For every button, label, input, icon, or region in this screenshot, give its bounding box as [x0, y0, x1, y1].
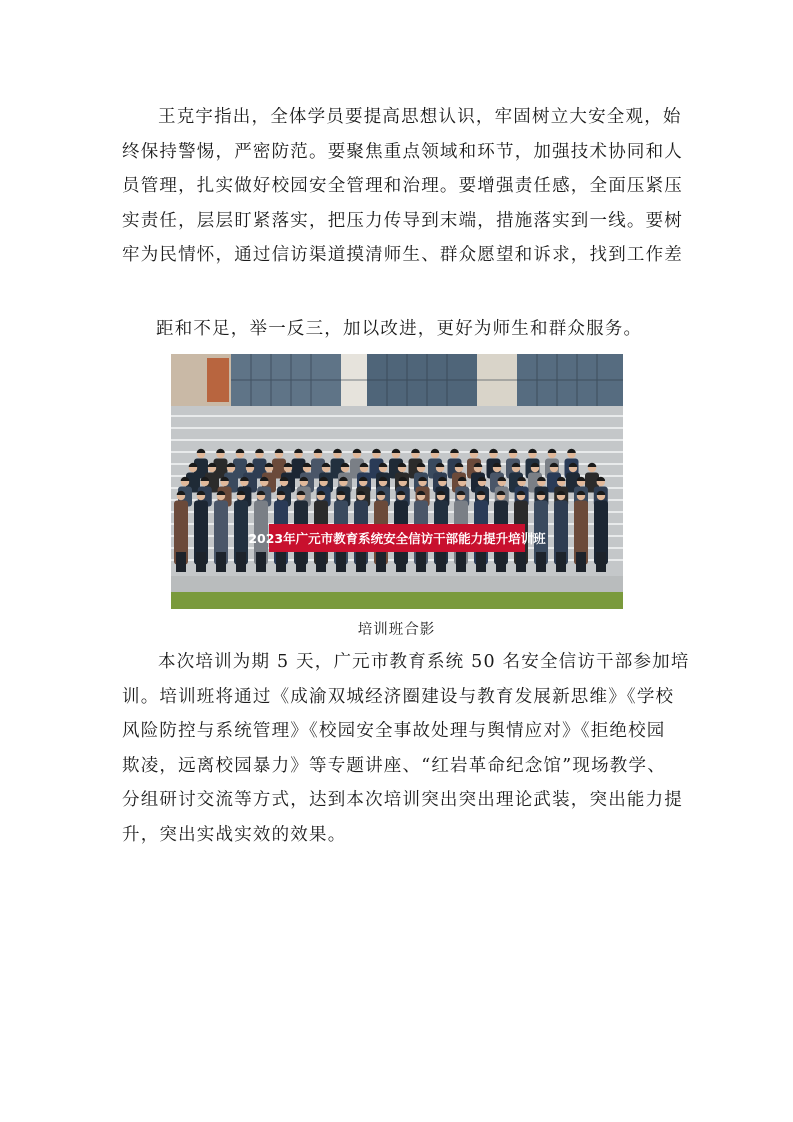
- paragraph-2-line: 分组研讨交流等方式，达到本次培训突出突出理论武装，突出能力提: [122, 790, 683, 810]
- paragraph-1: [122, 100, 683, 273]
- photo-caption: 培训班合影: [357, 622, 436, 638]
- group-photo: [171, 354, 623, 609]
- paragraph-1-tail: [156, 312, 676, 347]
- paragraph-1-line: 王克宇指出，全体学员要提高思想认识，牢固树立大安全观，始: [158, 107, 682, 127]
- paragraph-1-line: 员管理，扎实做好校园安全管理和治理。要增强责任感，全面压紧压: [122, 176, 683, 196]
- banner-text: 2023年广元市教育系统安全信访干部能力提升培训班: [248, 531, 546, 546]
- paragraph-1-line: 牢为民情怀，通过信访渠道摸清师生、群众愿望和诉求，找到工作差: [122, 245, 683, 265]
- paragraph-2-line: 升，突出实战实效的效果。: [122, 824, 347, 845]
- paragraph-2-line: 风险防控与系统管理》《校园安全事故处理与舆情应对》《拒绝校园: [122, 721, 666, 741]
- paragraph-2-line: 欺凌，远离校园暴力》等专题讲座、“红岩革命纪念馆”现场教学、: [122, 755, 666, 776]
- paragraph-1-line: 终保持警惕，严密防范。要聚焦重点领域和环节，加强技术协同和人: [122, 141, 683, 162]
- paragraph-2-line: 本次培训为期 5 天，广元市教育系统 50 名安全信访干部参加培: [158, 652, 690, 672]
- paragraph-2: [122, 645, 690, 852]
- paragraph-1-tail-line: 距和不足，举一反三，加以改进，更好为师生和群众服务。: [156, 319, 643, 339]
- paragraph-1-line: 实责任，层层盯紧落实，把压力传导到末端，措施落实到一线。要树: [122, 210, 683, 231]
- paragraph-2-line: 训。培训班将通过《成渝双城经济圈建设与教育发展新思维》《学校: [122, 686, 675, 707]
